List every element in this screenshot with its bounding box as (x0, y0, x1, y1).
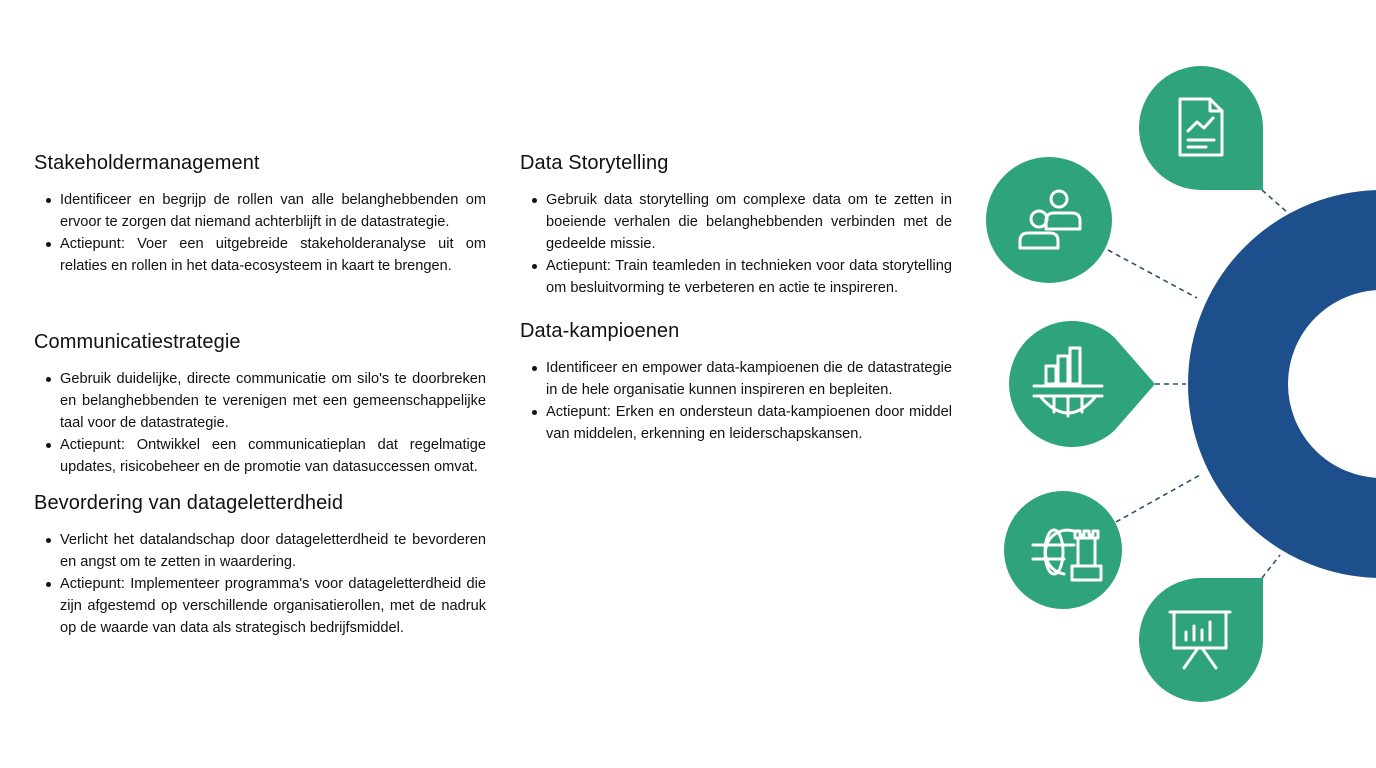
section-title: Stakeholdermanagement (34, 152, 260, 174)
node-report (1139, 66, 1263, 190)
hub-ring (1238, 240, 1376, 528)
bullet-item: Actiepunt: Voer een uitgebreide stakeholderanalyse uit om relaties en rollen in het data-ecosysteem in kaart te brengen. (60, 233, 486, 277)
bullet-item: Actiepunt: Ontwikkel een communicatieplan dat regelmatige updates, risicobeheer en de promotie van datasuccessen omvat. (60, 434, 486, 478)
bullet-item: Identificeer en empower data-kampioenen die de datastrategie in de hele organisatie kunnen inspireren en bepleiten. (546, 357, 952, 401)
node-shape (1009, 321, 1155, 447)
bullet-item: Identificeer en begrijp de rollen van alle belanghebbenden om ervoor te zorgen dat niemand achterblijft in de datastrategie. (60, 189, 486, 233)
connector-line (1108, 250, 1197, 298)
bullet-item: Actiepunt: Train teamleden in technieken voor data storytelling om besluitvorming te verbeteren en actie te inspireren. (546, 255, 952, 299)
bullet-item: Actiepunt: Implementeer programma's voor datageletterdheid die zijn afgestemd op verschillende organisatierollen, met de nadruk op de waarde van data als strategisch bedrijfsmiddel. (60, 573, 486, 639)
section-title: Data-kampioenen (520, 320, 680, 342)
bullet-item: Actiepunt: Erken en ondersteun data-kampioenen door middel van middelen, erkenning en leiderschapskansen. (546, 401, 952, 445)
connector-line (1262, 555, 1280, 578)
bullet-item: Gebruik duidelijke, directe communicatie om silo's te doorbreken en belanghebbenden te verenigen met een gemeenschappelijke taal voor de datastrategie. (60, 368, 486, 434)
section-title: Communicatiestrategie (34, 331, 241, 353)
node-globe-rook (1004, 491, 1122, 609)
section-title: Bevordering van datageletterdheid (34, 492, 344, 514)
node-people (986, 157, 1112, 283)
section-title: Data Storytelling (520, 152, 669, 174)
connector-line (1116, 475, 1200, 522)
node-data-bridge (1009, 321, 1155, 447)
node-presentation (1139, 578, 1263, 702)
bullet-item: Verlicht het datalandschap door datageletterdheid te bevorderen en angst om te zetten in waardering. (60, 529, 486, 573)
bullet-item: Gebruik data storytelling om complexe data om te zetten in boeiende verhalen die belanghebbenden verbinden met de gedeelde missie. (546, 189, 952, 255)
node-shape (1139, 66, 1263, 190)
node-shape (986, 157, 1112, 283)
